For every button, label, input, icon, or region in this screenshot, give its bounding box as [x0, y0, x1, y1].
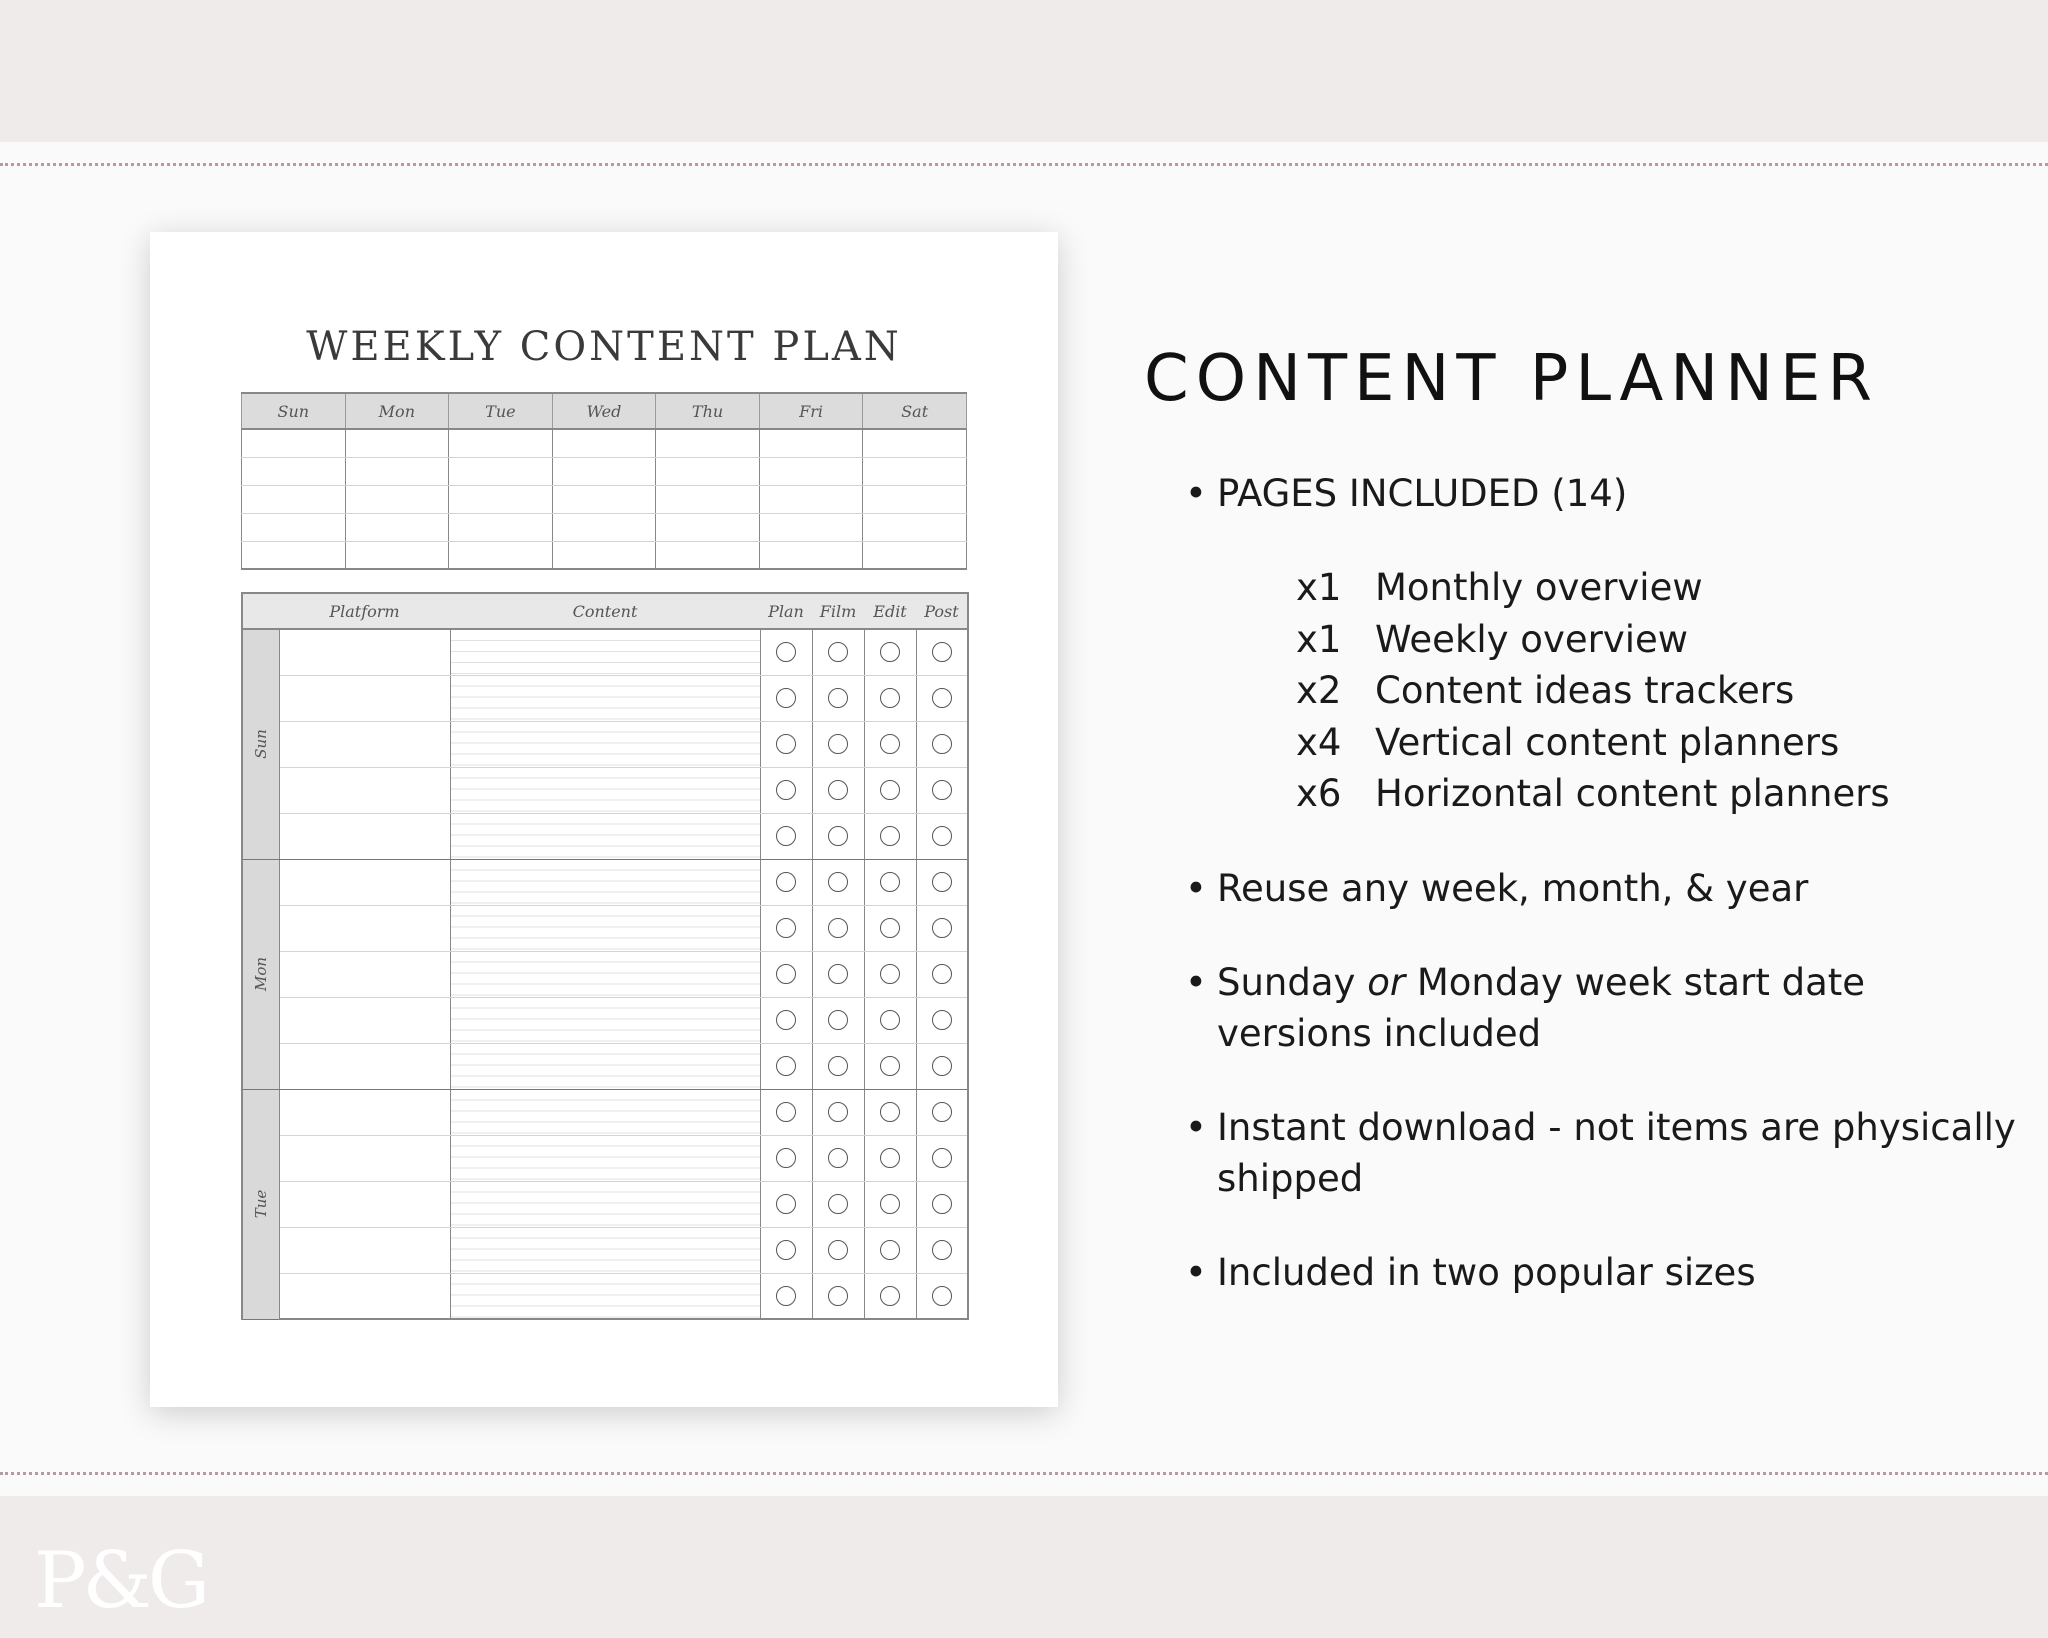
plan-checkbox-circle[interactable]: [776, 872, 796, 892]
edit-check-cell: [864, 1043, 916, 1089]
film-checkbox-circle[interactable]: [828, 1194, 848, 1214]
plan-row: [242, 1181, 968, 1227]
plan-row: [242, 721, 968, 767]
plan-checkbox-circle[interactable]: [776, 1194, 796, 1214]
edit-check-cell: [864, 813, 916, 859]
platform-cell[interactable]: [279, 813, 450, 859]
edit-check-cell: [864, 1181, 916, 1227]
content-cell[interactable]: [450, 1181, 760, 1227]
plan-checkbox-circle[interactable]: [776, 688, 796, 708]
week-cell[interactable]: [863, 429, 967, 457]
day-label-cell: [242, 629, 279, 859]
edit-checkbox-circle[interactable]: [880, 1240, 900, 1260]
page-qty: x1: [1296, 617, 1342, 661]
platform-cell[interactable]: [279, 1043, 450, 1089]
post-checkbox-circle[interactable]: [932, 872, 952, 892]
post-checkbox-circle[interactable]: [932, 826, 952, 846]
platform-cell[interactable]: [279, 997, 450, 1043]
plan-row: [242, 951, 968, 997]
plan-header-content: Content: [450, 593, 760, 629]
pages-sublist: [1217, 562, 2025, 820]
post-check-cell: [916, 1089, 968, 1135]
start-date-text-b: Monday week start date versions included: [1217, 960, 1866, 1055]
film-check-cell: [812, 1273, 864, 1319]
film-checkbox-circle[interactable]: [828, 642, 848, 662]
platform-cell[interactable]: [279, 1135, 450, 1181]
plan-checkbox-circle[interactable]: [776, 642, 796, 662]
post-check-cell: [916, 1227, 968, 1273]
feature-start-date: [1185, 957, 2025, 1059]
platform-cell[interactable]: [279, 1181, 450, 1227]
film-checkbox-circle[interactable]: [828, 688, 848, 708]
plan-header-platform: Platform: [279, 593, 450, 629]
edit-check-cell: [864, 629, 916, 675]
post-checkbox-circle[interactable]: [932, 1286, 952, 1306]
platform-cell[interactable]: [279, 1227, 450, 1273]
platform-cell[interactable]: [279, 767, 450, 813]
week-row: [242, 513, 967, 541]
platform-cell[interactable]: [279, 905, 450, 951]
feature-pages-included: [1185, 468, 2025, 820]
content-cell[interactable]: [450, 997, 760, 1043]
film-checkbox-circle[interactable]: [828, 964, 848, 984]
edit-check-cell: [864, 1273, 916, 1319]
week-cell[interactable]: [449, 429, 553, 457]
plan-check-cell: [760, 951, 812, 997]
plan-row: [242, 859, 968, 905]
plan-check-cell: [760, 1135, 812, 1181]
plan-check-cell: [760, 997, 812, 1043]
plan-row: [242, 1043, 968, 1089]
week-cell[interactable]: [449, 541, 553, 569]
page-item: [1296, 665, 2025, 717]
post-check-cell: [916, 813, 968, 859]
edit-checkbox-circle[interactable]: [880, 780, 900, 800]
post-check-cell: [916, 721, 968, 767]
edit-check-cell: [864, 1227, 916, 1273]
page-label: Monthly overview: [1375, 566, 1703, 609]
post-checkbox-circle[interactable]: [932, 780, 952, 800]
week-row: [242, 429, 967, 457]
brand-logo: P&G: [34, 1536, 207, 1626]
post-checkbox-circle[interactable]: [932, 1010, 952, 1030]
plan-check-cell: [760, 813, 812, 859]
edit-check-cell: [864, 859, 916, 905]
page-item: [1296, 768, 2025, 820]
plan-header-film: Film: [812, 593, 864, 629]
week-day-header: Fri: [759, 393, 863, 429]
start-date-or: or: [1367, 960, 1406, 1004]
product-heading: CONTENT PLANNER: [1144, 342, 1879, 416]
day-label-cell: [242, 859, 279, 1089]
week-cell[interactable]: [759, 485, 863, 513]
plan-checkbox-circle[interactable]: [776, 1102, 796, 1122]
week-day-header: Thu: [656, 393, 760, 429]
plan-row: [242, 1135, 968, 1181]
content-cell[interactable]: [450, 1273, 760, 1319]
week-cell[interactable]: [345, 485, 449, 513]
post-checkbox-circle[interactable]: [932, 1240, 952, 1260]
week-cell[interactable]: [242, 457, 346, 485]
week-day-header: Sat: [863, 393, 967, 429]
film-checkbox-circle[interactable]: [828, 826, 848, 846]
film-check-cell: [812, 721, 864, 767]
plan-header-edit: Edit: [864, 593, 916, 629]
feature-list: [1185, 468, 2025, 1298]
day-label: Mon: [251, 956, 270, 992]
film-checkbox-circle[interactable]: [828, 872, 848, 892]
plan-checkbox-circle[interactable]: [776, 1010, 796, 1030]
page-item: [1296, 717, 2025, 769]
content-cell[interactable]: [450, 767, 760, 813]
bottom-dotted-divider: [0, 1472, 2048, 1475]
plan-check-cell: [760, 629, 812, 675]
post-check-cell: [916, 997, 968, 1043]
plan-checkbox-circle[interactable]: [776, 918, 796, 938]
start-date-text-a: Sunday: [1217, 960, 1368, 1004]
week-cell[interactable]: [449, 485, 553, 513]
edit-checkbox-circle[interactable]: [880, 826, 900, 846]
post-checkbox-circle[interactable]: [932, 1056, 952, 1076]
plan-row: [242, 905, 968, 951]
week-cell[interactable]: [345, 541, 449, 569]
week-cell[interactable]: [552, 541, 656, 569]
plan-row: [242, 813, 968, 859]
week-cell[interactable]: [656, 429, 760, 457]
film-check-cell: [812, 1181, 864, 1227]
post-checkbox-circle[interactable]: [932, 688, 952, 708]
top-band: [0, 0, 2048, 142]
day-label: Sun: [251, 729, 270, 760]
plan-checkbox-circle[interactable]: [776, 780, 796, 800]
content-cell[interactable]: [450, 629, 760, 675]
week-row: [242, 541, 967, 569]
post-checkbox-circle[interactable]: [932, 1102, 952, 1122]
edit-checkbox-circle[interactable]: [880, 964, 900, 984]
page-qty: x6: [1296, 772, 1342, 815]
week-cell[interactable]: [242, 429, 346, 457]
edit-checkbox-circle[interactable]: [880, 918, 900, 938]
edit-checkbox-circle[interactable]: [880, 1056, 900, 1076]
plan-checkbox-circle[interactable]: [776, 826, 796, 846]
week-cell[interactable]: [345, 513, 449, 541]
page-qty: x4: [1296, 720, 1342, 764]
plan-checkbox-circle[interactable]: [776, 734, 796, 754]
edit-check-cell: [864, 905, 916, 951]
film-checkbox-circle[interactable]: [828, 1010, 848, 1030]
platform-cell[interactable]: [279, 1089, 450, 1135]
week-cell[interactable]: [242, 485, 346, 513]
plan-check-cell: [760, 675, 812, 721]
plan-checkbox-circle[interactable]: [776, 1056, 796, 1076]
plan-row: [242, 1089, 968, 1135]
edit-check-cell: [864, 951, 916, 997]
week-cell[interactable]: [242, 541, 346, 569]
edit-checkbox-circle[interactable]: [880, 642, 900, 662]
day-label: Tue: [251, 1189, 270, 1219]
plan-check-cell: [760, 1181, 812, 1227]
platform-cell[interactable]: [279, 859, 450, 905]
plan-checkbox-circle[interactable]: [776, 1286, 796, 1306]
film-check-cell: [812, 859, 864, 905]
edit-check-cell: [864, 997, 916, 1043]
plan-check-cell: [760, 767, 812, 813]
plan-row: [242, 675, 968, 721]
week-cell[interactable]: [863, 457, 967, 485]
bottom-band: [0, 1496, 2048, 1638]
post-check-cell: [916, 1273, 968, 1319]
edit-checkbox-circle[interactable]: [880, 1102, 900, 1122]
film-checkbox-circle[interactable]: [828, 918, 848, 938]
feature-download: • Instant download - not items are physically shipped: [1185, 1102, 2025, 1204]
week-cell[interactable]: [552, 457, 656, 485]
content-cell[interactable]: [450, 1135, 760, 1181]
week-cell[interactable]: [656, 485, 760, 513]
content-cell[interactable]: [450, 675, 760, 721]
content-cell[interactable]: [450, 1227, 760, 1273]
page-label: Vertical content planners: [1375, 720, 1840, 764]
pages-included-label: PAGES INCLUDED (14): [1217, 472, 1628, 515]
film-check-cell: [812, 997, 864, 1043]
plan-row: [242, 767, 968, 813]
edit-checkbox-circle[interactable]: [880, 872, 900, 892]
edit-check-cell: [864, 721, 916, 767]
film-check-cell: [812, 813, 864, 859]
content-cell[interactable]: [450, 951, 760, 997]
plan-check-cell: [760, 1089, 812, 1135]
week-cell[interactable]: [449, 457, 553, 485]
platform-cell[interactable]: [279, 721, 450, 767]
week-cell[interactable]: [656, 513, 760, 541]
plan-check-cell: [760, 905, 812, 951]
week-cell[interactable]: [552, 485, 656, 513]
page-label: Content ideas trackers: [1375, 669, 1795, 712]
week-cell[interactable]: [345, 457, 449, 485]
week-cell[interactable]: [449, 513, 553, 541]
content-cell[interactable]: [450, 813, 760, 859]
edit-check-cell: [864, 767, 916, 813]
week-day-header: Sun: [242, 393, 346, 429]
content-cell[interactable]: [450, 859, 760, 905]
film-checkbox-circle[interactable]: [828, 1286, 848, 1306]
film-check-cell: [812, 905, 864, 951]
film-checkbox-circle[interactable]: [828, 1240, 848, 1260]
plan-check-cell: [760, 1273, 812, 1319]
edit-check-cell: [864, 1089, 916, 1135]
weekly-overview-table: [241, 392, 967, 570]
planner-sheet: [150, 232, 1058, 1407]
film-check-cell: [812, 1043, 864, 1089]
sheet-title: WEEKLY CONTENT PLAN: [306, 324, 902, 370]
post-checkbox-circle[interactable]: [932, 918, 952, 938]
film-check-cell: [812, 629, 864, 675]
edit-checkbox-circle[interactable]: [880, 1286, 900, 1306]
week-cell[interactable]: [759, 513, 863, 541]
week-cell[interactable]: [863, 541, 967, 569]
post-check-cell: [916, 951, 968, 997]
page-label: Horizontal content planners: [1375, 772, 1890, 815]
day-label-cell: [242, 1089, 279, 1319]
edit-check-cell: [864, 675, 916, 721]
page-qty: x2: [1296, 669, 1342, 712]
week-cell[interactable]: [656, 457, 760, 485]
plan-header-day: [242, 593, 279, 629]
content-plan-table: [241, 592, 969, 1320]
film-check-cell: [812, 1089, 864, 1135]
feature-reuse: • Reuse any week, month, & year: [1185, 863, 2025, 914]
film-checkbox-circle[interactable]: [828, 1056, 848, 1076]
plan-header-plan: Plan: [760, 593, 812, 629]
week-cell[interactable]: [552, 429, 656, 457]
week-cell[interactable]: [759, 541, 863, 569]
plan-header-post: Post: [916, 593, 968, 629]
platform-cell[interactable]: [279, 1273, 450, 1319]
week-row: [242, 457, 967, 485]
plan-check-cell: [760, 721, 812, 767]
plan-check-cell: [760, 859, 812, 905]
post-check-cell: [916, 1181, 968, 1227]
post-check-cell: [916, 767, 968, 813]
plan-check-cell: [760, 1043, 812, 1089]
week-day-header: Tue: [449, 393, 553, 429]
film-check-cell: [812, 951, 864, 997]
edit-checkbox-circle[interactable]: [880, 1148, 900, 1168]
platform-cell[interactable]: [279, 675, 450, 721]
plan-checkbox-circle[interactable]: [776, 1148, 796, 1168]
week-cell[interactable]: [345, 429, 449, 457]
post-check-cell: [916, 1043, 968, 1089]
film-check-cell: [812, 1135, 864, 1181]
plan-checkbox-circle[interactable]: [776, 964, 796, 984]
week-day-header: Wed: [552, 393, 656, 429]
film-checkbox-circle[interactable]: [828, 780, 848, 800]
plan-checkbox-circle[interactable]: [776, 1240, 796, 1260]
plan-row: [242, 1273, 968, 1319]
content-cell[interactable]: [450, 721, 760, 767]
week-cell[interactable]: [552, 513, 656, 541]
plan-row: [242, 997, 968, 1043]
week-cell[interactable]: [242, 513, 346, 541]
post-check-cell: [916, 905, 968, 951]
page-label: Weekly overview: [1375, 617, 1689, 661]
post-checkbox-circle[interactable]: [932, 1148, 952, 1168]
post-check-cell: [916, 675, 968, 721]
film-checkbox-circle[interactable]: [828, 1148, 848, 1168]
edit-check-cell: [864, 1135, 916, 1181]
plan-check-cell: [760, 1227, 812, 1273]
week-cell[interactable]: [759, 457, 863, 485]
platform-cell[interactable]: [279, 629, 450, 675]
film-checkbox-circle[interactable]: [828, 1102, 848, 1122]
week-cell[interactable]: [863, 485, 967, 513]
post-checkbox-circle[interactable]: [932, 1194, 952, 1214]
feature-sizes: • Included in two popular sizes: [1185, 1247, 2025, 1298]
edit-checkbox-circle[interactable]: [880, 1194, 900, 1214]
platform-cell[interactable]: [279, 951, 450, 997]
week-row: [242, 485, 967, 513]
content-cell[interactable]: [450, 1043, 760, 1089]
week-cell[interactable]: [863, 513, 967, 541]
post-checkbox-circle[interactable]: [932, 642, 952, 662]
page-item: [1296, 614, 2025, 666]
plan-row: [242, 1227, 968, 1273]
week-cell[interactable]: [759, 429, 863, 457]
post-checkbox-circle[interactable]: [932, 734, 952, 754]
post-check-cell: [916, 1135, 968, 1181]
film-check-cell: [812, 767, 864, 813]
top-dotted-divider: [0, 163, 2048, 166]
content-cell[interactable]: [450, 905, 760, 951]
content-cell[interactable]: [450, 1089, 760, 1135]
page-qty: x1: [1296, 566, 1342, 609]
film-checkbox-circle[interactable]: [828, 734, 848, 754]
post-check-cell: [916, 629, 968, 675]
week-day-header: Mon: [345, 393, 449, 429]
post-check-cell: [916, 859, 968, 905]
edit-checkbox-circle[interactable]: [880, 688, 900, 708]
edit-checkbox-circle[interactable]: [880, 734, 900, 754]
post-checkbox-circle[interactable]: [932, 964, 952, 984]
plan-row: [242, 629, 968, 675]
page-item: [1296, 562, 2025, 614]
edit-checkbox-circle[interactable]: [880, 1010, 900, 1030]
film-check-cell: [812, 675, 864, 721]
week-cell[interactable]: [656, 541, 760, 569]
film-check-cell: [812, 1227, 864, 1273]
